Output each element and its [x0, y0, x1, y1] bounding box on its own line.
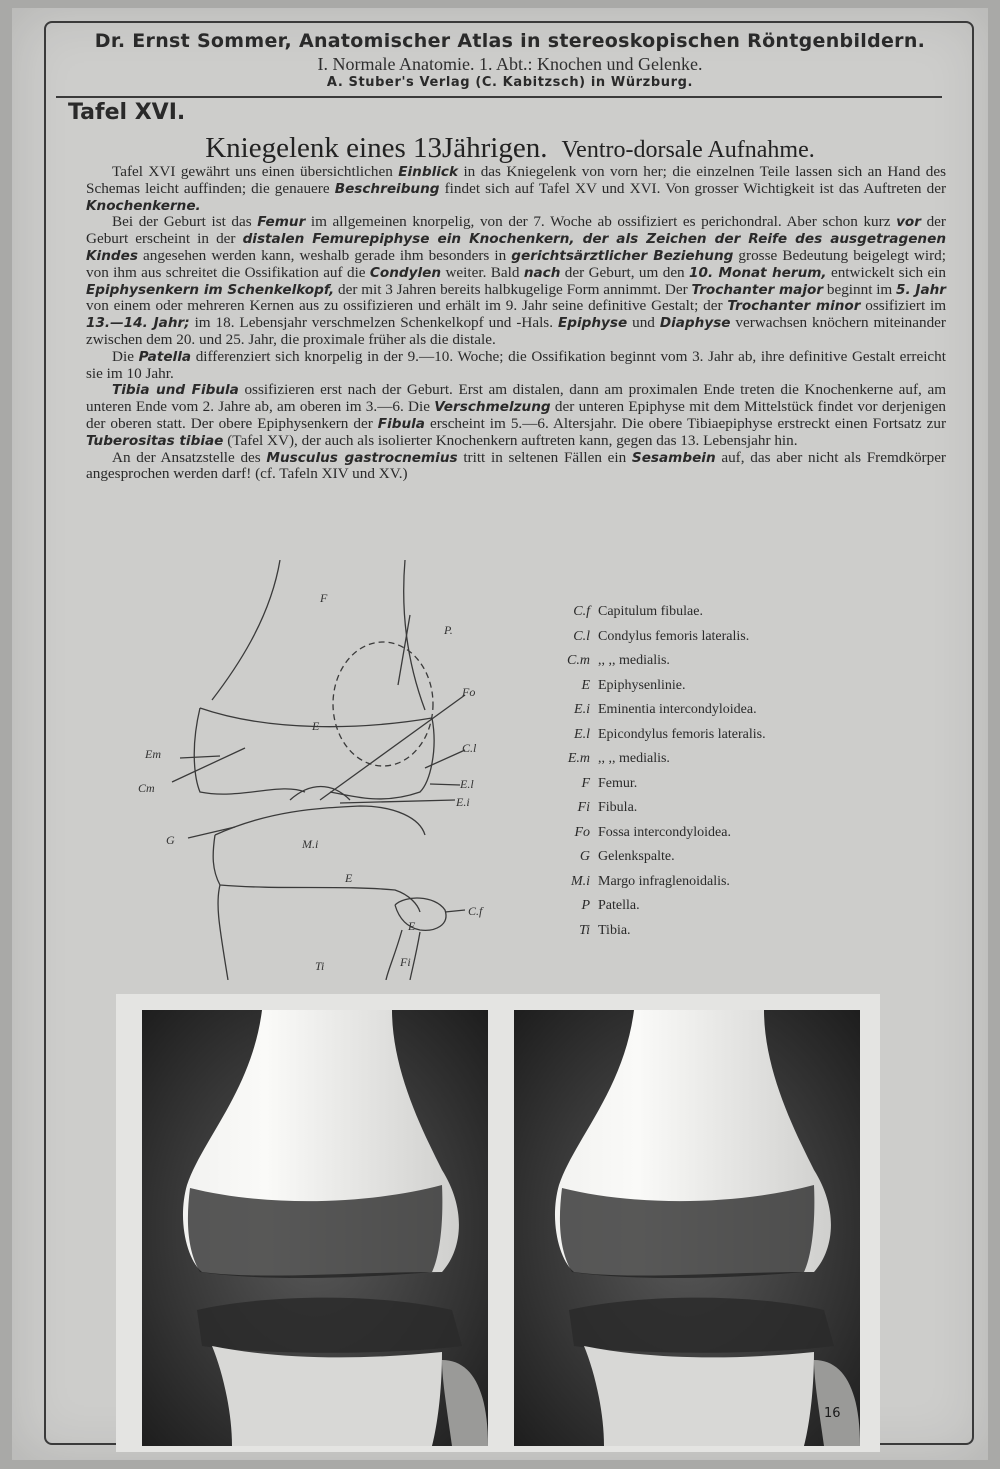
- patella-outline: [333, 642, 433, 766]
- xray-image-right: [514, 1010, 860, 1446]
- paragraph-3: Die Patella differenziert sich knorpelig in der 9.—10. Woche; die Ossifikation beginnt vom 3. Jahr ab, ihre definitive Gestalt erreicht sie im 10 Jahr.: [86, 347, 946, 382]
- leader-Cf: [445, 910, 465, 912]
- lateral-condyle-outline: [330, 718, 434, 799]
- leader-El: [430, 784, 460, 785]
- tibia-medial-outline: [218, 885, 228, 980]
- paragraph-5: An der Ansatzstelle des Musculus gastrocnemius tritt in seltenen Fällen ein Sesambein auf, das aber nicht als Fremdkörper angesprochen werden darf! (cf. Tafeln XIV und XV.): [86, 448, 946, 483]
- emphasized-term: gerichtsärztlicher Beziehung: [511, 247, 734, 264]
- leader-G: [188, 827, 235, 838]
- emphasized-term: Musculus gastrocnemius: [266, 449, 458, 466]
- atlas-section: I. Normale Anatomie. 1. Abt.: Knochen und Gelenke.: [317, 54, 703, 74]
- emphasized-term: Knochenkerne.: [86, 197, 201, 214]
- legend-desc: ,, ,, medialis.: [598, 653, 670, 668]
- legend-row: [520, 751, 820, 776]
- legend-desc: Epiphysenlinie.: [598, 677, 686, 693]
- label-E-fibula: E: [408, 919, 416, 933]
- label-Em: Em: [145, 747, 161, 761]
- leader-Em: [180, 756, 220, 758]
- emphasized-term: Fibula: [377, 415, 425, 432]
- legend-desc: Margo infraglenoidalis.: [598, 873, 730, 889]
- legend-row: [520, 702, 820, 727]
- emphasized-term: vor: [896, 214, 921, 231]
- legend-abbr: C.m: [567, 653, 590, 668]
- label-G: G: [166, 833, 175, 847]
- legend-row: [520, 604, 820, 629]
- label-El: E.l: [460, 777, 474, 791]
- fibula-outline-2: [410, 932, 420, 980]
- publisher: A. Stuber's Verlag (C. Kabitzsch) in Würzburg.: [326, 75, 694, 90]
- legend-desc: Fibula.: [598, 800, 638, 815]
- emphasized-term: Epiphysenkern im Schenkelkopf,: [86, 281, 335, 298]
- legend-desc: Tibia.: [598, 922, 631, 938]
- legend-row: [520, 874, 820, 899]
- description-text: [86, 164, 946, 483]
- emphasized-term: Verschmelzung: [434, 399, 551, 416]
- legend-row: [520, 678, 820, 703]
- xray-right-drawing: [514, 1010, 860, 1446]
- leader-Ei: [340, 800, 455, 803]
- legend-row: [520, 825, 820, 850]
- paragraph-4: Tibia und Fibula ossifizieren erst nach der Geburt. Erst am distalen, dann am proximalen Ende treten die Knochenkerne auf, am unteren Ende vom 2. Jahre ab, am oberen im 3.—6. Die Verschmelzung der unteren Epiphyse mit dem Mittelstück findet vor derjenigen der oberen statt. Der obere Epiphysenkern der Fibula erscheint im 5.—6. Altersjahr. Die obere Tibiaepiphyse erstreckt einen Fortsatz zur Tuberositas tibiae (Tafel XV), der auch als isolierter Knochenkern auftreten kann, gegen das 13. Lebensjahr hin.: [86, 381, 947, 449]
- legend-desc: Capitulum fibulae.: [598, 604, 703, 619]
- label-E-femur: E: [312, 719, 320, 733]
- notch-outline: [290, 787, 350, 801]
- emphasized-term: 5. Jahr: [896, 281, 947, 298]
- emphasized-term: Tibia und Fibula: [112, 382, 239, 399]
- legend-abbr: E.m: [567, 751, 590, 766]
- legend-abbr: Fo: [574, 824, 590, 840]
- legend-abbr: E: [581, 677, 590, 693]
- label-P: P.: [444, 623, 453, 637]
- label-Mi: M.i: [302, 837, 319, 851]
- knee-schema-diagram: [120, 560, 540, 980]
- plate-number: Tafel XVI.: [68, 100, 186, 125]
- atlas-title: Dr. Ernst Sommer, Anatomischer Atlas in stereoskopischen Röntgenbildern.: [94, 30, 926, 52]
- legend-row: [520, 653, 820, 678]
- legend-desc: Gelenkspalte.: [598, 849, 675, 864]
- emphasized-term: nach: [523, 264, 561, 281]
- legend-desc: Epicondylus femoris lateralis.: [598, 726, 766, 742]
- header-rule: [56, 96, 942, 98]
- emphasized-term: distalen Femurepiphyse ein Knochenkern, der als Zeichen der Reife des ausgetragenen Kindes: [86, 231, 946, 264]
- legend-abbr: C.f: [573, 604, 590, 619]
- emphasized-term: Condylen: [369, 264, 442, 281]
- legend-abbr: P: [581, 898, 590, 913]
- label-Cf: C.f: [468, 904, 483, 918]
- label-E-tibia: E: [345, 871, 353, 885]
- legend-abbr: E.i: [574, 702, 590, 717]
- leader-Cm: [172, 748, 245, 782]
- legend-desc: Femur.: [598, 775, 638, 791]
- plate-title-sub: Ventro-dorsale Aufnahme.: [561, 137, 815, 163]
- emphasized-term: Trochanter minor: [727, 298, 861, 315]
- legend-abbr: Ti: [579, 922, 590, 938]
- femur-medial-outline: [212, 560, 280, 700]
- legend-abbr: G: [579, 849, 590, 864]
- emphasized-term: Einblick: [398, 164, 459, 180]
- legend-desc: Fossa intercondyloidea.: [598, 824, 731, 840]
- legend-desc: Condylus femoris lateralis.: [598, 628, 750, 644]
- emphasized-term: Beschreibung: [334, 180, 440, 197]
- legend-row: [520, 849, 820, 874]
- emphasized-term: Diaphyse: [659, 315, 731, 332]
- legend-row: [520, 800, 820, 825]
- paragraph-2: Bei der Geburt ist das Femur im allgemeinen knorpelig, von der 7. Woche ab ossifiziert es perichondral. Aber schon kurz vor der Geburt erscheint in der distalen Femurepiphyse ein Knochenkern, der als Zeichen der Reife des ausgetragenen Kindes angesehen werden kann, weshalb gerade ihm besonders in gerichtsärztlicher Beziehung grosse Bedeutung beigelegt wird; von ihm aus schreitet die Ossifikation auf die Condylen weiter. Bald nach der Geburt, um den 10. Monat herum, entwickelt sich ein Epiphysenkern im Schenkelkopf, der mit 3 Jahren bereits halbkugelige Form annimmt. Der Trochanter major beginnt im 5. Jahr von einem oder mehreren Kernen aus zu ossifizieren und erhält im 9. Jahr seine definitive Gestalt; der Trochanter minor ossifiziert im 13.—14. Jahr; im 18. Lebensjahr verschmelzen Schenkelkopf und -Hals. Epiphyse und Diaphyse verwachsen knöchern miteinander zwischen dem 20. und 25. Jahr, die proximale früher als die distale.: [86, 213, 947, 348]
- label-Cm: Cm: [138, 781, 155, 795]
- xray-left-drawing: [142, 1010, 488, 1446]
- legend-abbr: C.l: [573, 628, 590, 644]
- legend-row: [520, 898, 820, 923]
- plate-title: [60, 132, 960, 165]
- label-Fi: Fi: [400, 955, 411, 969]
- schema-legend: [520, 604, 820, 947]
- emphasized-term: Trochanter major: [691, 281, 824, 298]
- xray-image-left: [142, 1010, 488, 1446]
- emphasized-term: Epiphyse: [557, 315, 628, 332]
- legend-abbr: E.l: [574, 726, 590, 742]
- legend-desc: Eminentia intercondyloidea.: [598, 702, 757, 717]
- emphasized-term: Patella: [138, 348, 192, 365]
- emphasized-term: 13.—14. Jahr;: [86, 315, 190, 332]
- emphasized-term: Tuberositas tibiae: [86, 432, 224, 449]
- label-Ti: Ti: [315, 959, 325, 973]
- emphasized-term: Femur: [257, 214, 306, 231]
- label-Fo: Fo: [462, 685, 476, 699]
- plate-title-main: Kniegelenk eines 13Jährigen.: [205, 132, 548, 164]
- legend-row: [520, 923, 820, 948]
- legend-row: [520, 727, 820, 752]
- emphasized-term: Sesambein: [631, 449, 716, 466]
- legend-abbr: M.i: [570, 873, 590, 889]
- page-number: 16: [824, 1406, 841, 1421]
- legend-row: [520, 629, 820, 654]
- leader-Cl: [425, 750, 465, 768]
- label-Ei: E.i: [456, 795, 470, 809]
- fibula-head-outline: [395, 898, 446, 930]
- legend-abbr: Fi: [577, 800, 590, 815]
- paragraph-1: Tafel XVI gewährt uns einen übersichtlichen Einblick in das Kniegelenk von vorn her; die einzelnen Teile lassen sich an Hand des Schemas leicht auffinden; die genauere Beschreibung findet sich auf Tafel XV und XVI. Von grosser Wichtigkeit ist das Auftreten der Knochenkerne.: [86, 163, 947, 214]
- label-F: F: [320, 591, 328, 605]
- emphasized-term: 10. Monat herum,: [689, 264, 827, 281]
- legend-desc: Patella.: [598, 898, 640, 913]
- label-Cl: C.l: [462, 741, 477, 755]
- legend-row: [520, 776, 820, 801]
- tibia-plateau: [215, 806, 425, 835]
- legend-abbr: F: [581, 775, 590, 791]
- legend-desc: ,, ,, medialis.: [598, 751, 670, 766]
